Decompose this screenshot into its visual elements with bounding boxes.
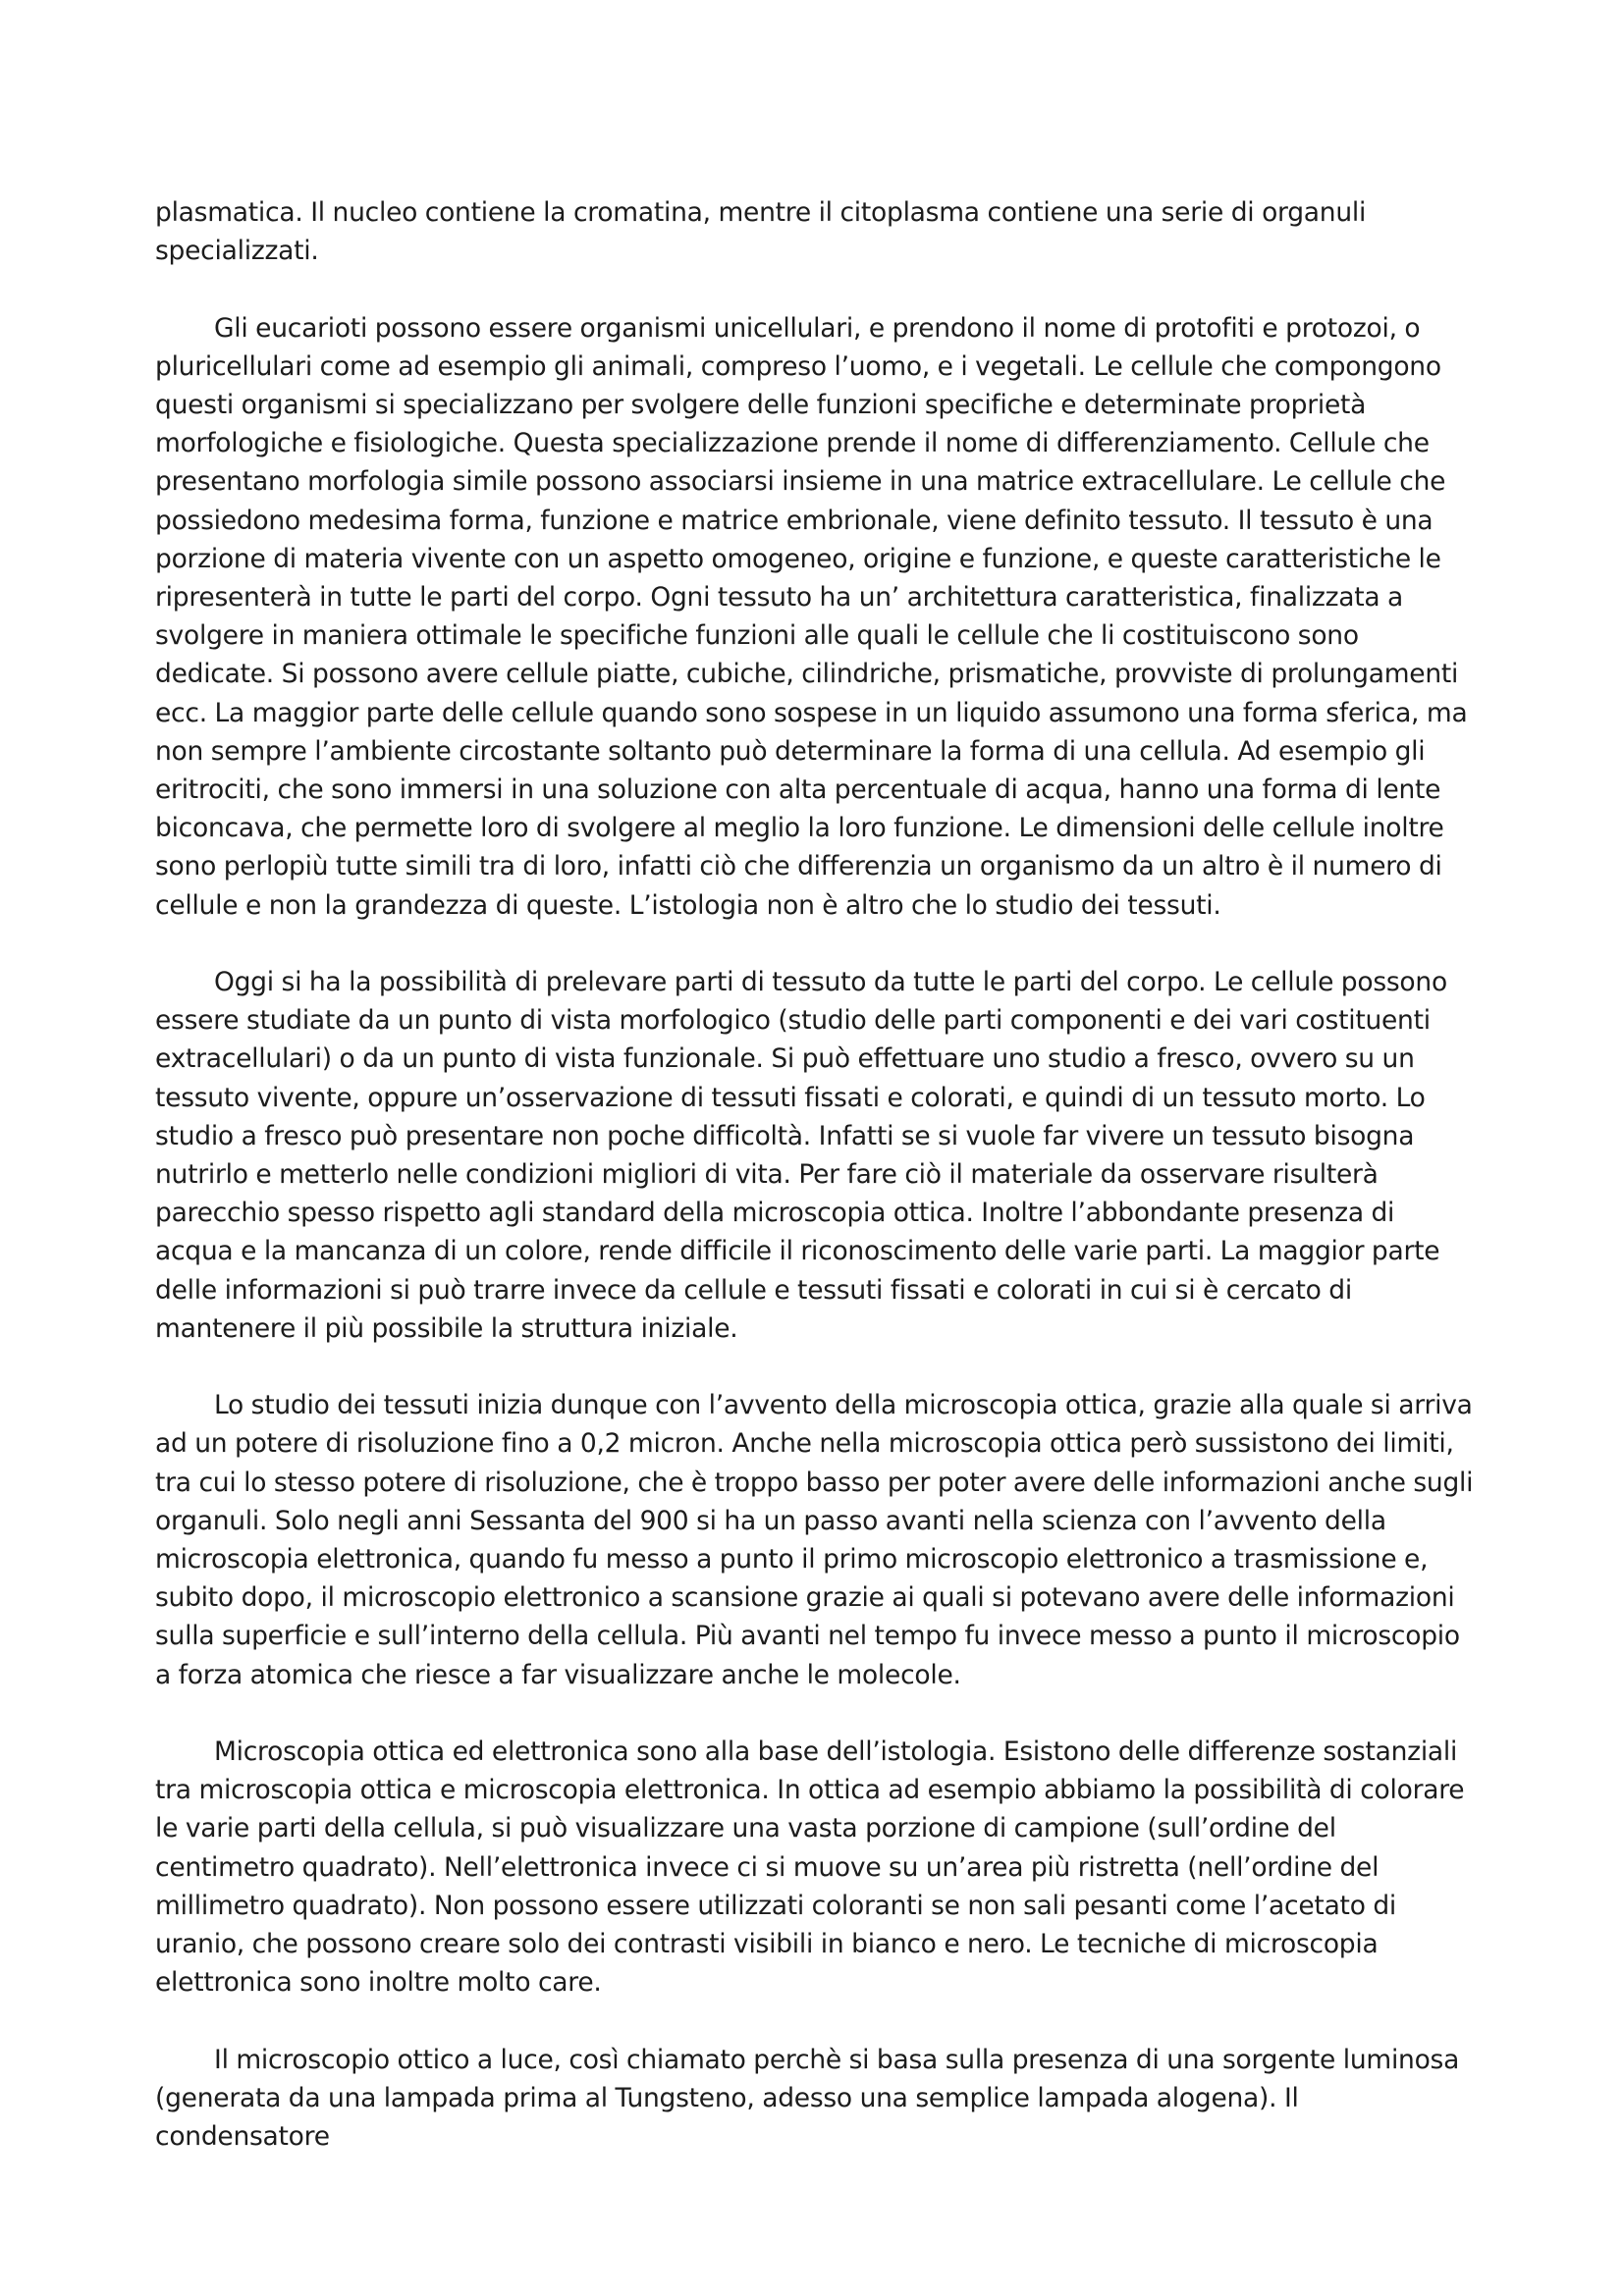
paragraph-eukaryotes: Gli eucarioti possono essere organismi unicellulari, e prendono il nome di protofiti e protozoi, o pluricellulari come ad esempio gli animali, compreso l’uomo, e i vegetali. Le cellule che compongono questi organismi si specializzano per svolgere delle funzioni specifiche e determinate proprietà morfologiche e fisiologiche. Questa specializzazione prende il nome di differenziamento. Cellule che presentano morfologia simile possono associarsi insieme in una matrice extracellulare. Le cellule che possiedono medesima forma, funzione e matrice embrionale, viene definito tessuto. Il tessuto è una porzione di materia vivente con un aspetto omogeneo, origine e funzione, e queste caratteristiche le ripresenterà in tutte le parti del corpo. Ogni tessuto ha un’ architettura caratteristica, finalizzata a svolgere in maniera ottimale le specifiche funzioni alle quali le cellule che li costituiscono sono dedicate. Si possono avere cellule piatte, cubiche, cilindriche, prismatiche, provviste di prolungamenti ecc. La maggior parte delle cellule quando sono sospese in un liquido assumono una forma sferica, ma non sempre l’ambiente circostante soltanto può determinare la forma di una cellula. Ad esempio gli eritrociti, che sono immersi in una soluzione con alta percentuale di acqua, hanno una forma di lente biconcava, che permette loro di svolgere al meglio la loro funzione. Le dimensioni delle cellule inoltre sono perlopiù tutte simili tra di loro, infatti ciò che differenzia un organismo da un altro è il numero di cellule e non la grandezza di queste. L’istologia non è altro che lo studio dei tessuti. — [155, 312, 1468, 921]
body-text — [155, 193, 1479, 2194]
paragraph-cell-nucleus: plasmatica. Il nucleo contiene la cromatina, mentre il citoplasma contiene una serie di organuli specializzati. — [155, 197, 1367, 267]
paragraph-light-microscope: Il microscopio ottico a luce, così chiamato perchè si basa sulla presenza di una sorgente luminosa (generata da una lampada prima al Tungsteno, adesso una semplice lampada alogena). Il condensatore — [155, 2044, 1460, 2153]
paragraph-optical-vs-electronic: Microscopia ottica ed elettronica sono alla base dell’istologia. Esistono delle differenze sostanziali tra microscopia ottica e microscopia elettronica. In ottica ad esempio abbiamo la possibilità di colorare le varie parti della cellula, si può visualizzare una vasta porzione di campione (sull’ordine del centimetro quadrato). Nell’elettronica invece ci si muove su un’area più ristretta (nell’ordine del millimetro quadrato). Non possono essere utilizzati coloranti se non sali pesanti come l’acetato di uranio, che possono creare solo dei contrasti visibili in bianco e nero. Le tecniche di microscopia elettronica sono inoltre molto care. — [155, 1736, 1465, 1999]
paragraph-microscopy-history: Lo studio dei tessuti inizia dunque con l’avvento della microscopia ottica, grazie alla quale si arriva ad un potere di risoluzione fino a 0,2 micron. Anche nella microscopia ottica però sussistono dei limiti, tra cui lo stesso potere di risoluzione, che è troppo basso per poter avere delle informazioni anche sugli organuli. Solo negli anni Sessanta del 900 si ha un passo avanti nella scienza con l’avvento della microscopia elettronica, quando fu messo a punto il primo microscopio elettronico a trasmissione e, subito dopo, il microscopio elettronico a scansione grazie ai quali si potevano avere delle informazioni sulla superficie e sull’interno della cellula. Più avanti nel tempo fu invece messo a punto il microscopio a forza atomica che riesce a far visualizzare anche le molecole. — [155, 1390, 1474, 1690]
paragraph-tissue-study: Oggi si ha la possibilità di prelevare parti di tessuto da tutte le parti del corpo. Le cellule possono essere studiate da un punto di vista morfologico (studio delle parti componenti e dei vari costituenti extracellulari) o da un punto di vista funzionale. Si può effettuare uno studio a fresco, ovvero su un tessuto vivente, oppure un’osservazione di tessuti fissati e colorati, e quindi di un tessuto morto. Lo studio a fresco può presentare non poche difficoltà. Infatti se si vuole far vivere un tessuto bisogna nutrirlo e metterlo nelle condizioni migliori di vita. Per fare ciò il materiale da osservare risulterà parecchio spesso rispetto agli standard della microscopia ottica. Inoltre l’abbondante presenza di acqua e la mancanza di un colore, rende difficile il riconoscimento delle varie parti. La maggior parte delle informazioni si può trarre invece da cellule e tessuti fissati e colorati in cui si è cercato di mantenere il più possibile la struttura iniziale. — [155, 967, 1447, 1344]
